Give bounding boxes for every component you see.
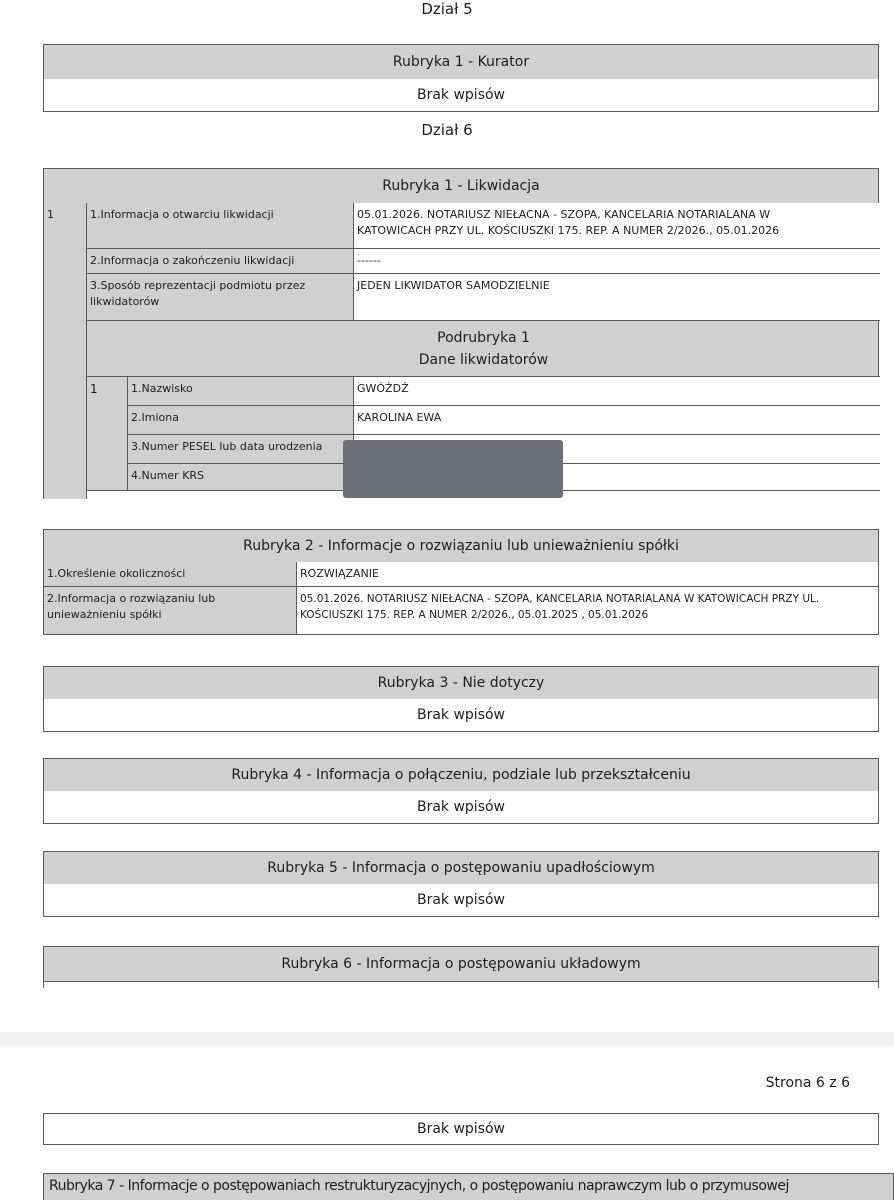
section-header: Rubryka 5 - Informacja o postępowaniu upadłościowym bbox=[44, 852, 878, 885]
divider bbox=[296, 562, 297, 634]
section-body: Brak wpisów bbox=[44, 699, 878, 731]
section-body: Brak wpisów bbox=[44, 791, 878, 823]
field-value: GWÓŹDŹ bbox=[354, 377, 879, 405]
rubryka-6-continued bbox=[43, 1113, 879, 1145]
value-line: 05.01.2026. NOTARIUSZ NIEŁACNA - SZOPA, KANCELARIA NOTARIALANA W bbox=[357, 208, 771, 221]
row-number: 1 bbox=[44, 203, 86, 499]
value-line: KATOWICACH PRZY UL. KOŚCIUSZKI 175. REP. A NUMER 2/2026., 05.01.2026 bbox=[357, 224, 780, 237]
field-value: ROZWIĄZANIE bbox=[297, 562, 878, 586]
section-header: Rubryka 2 - Informacje o rozwiązaniu lub unieważnieniu spółki bbox=[44, 530, 878, 563]
label-line: unieważnieniu spółki bbox=[47, 608, 162, 621]
label-line: 3.Sposób reprezentacji podmiotu przez bbox=[90, 279, 306, 292]
dzial-5-title: Dział 5 bbox=[421, 0, 473, 18]
redaction-block bbox=[343, 440, 563, 498]
section-header: Rubryka 6 - Informacja o postępowaniu układowym bbox=[44, 947, 878, 982]
label-line: likwidatorów bbox=[90, 295, 160, 308]
row-number: 1 bbox=[87, 377, 127, 490]
rubryka-5 bbox=[43, 851, 879, 917]
divider bbox=[353, 203, 354, 320]
field-value bbox=[354, 203, 879, 248]
field-label: 1.Określenie okoliczności bbox=[44, 562, 296, 586]
section-body: Brak wpisów bbox=[44, 884, 878, 916]
rubryka-likwidacja bbox=[43, 168, 879, 499]
value-line: 05.01.2026. NOTARIUSZ NIEŁACNA - SZOPA, KANCELARIA NOTARIALANA W KATOWICACH PRZY UL. bbox=[300, 593, 820, 605]
dzial-6-title: Dział 6 bbox=[421, 121, 473, 139]
field-label bbox=[44, 587, 296, 634]
page-number: Strona 6 z 6 bbox=[765, 1075, 850, 1091]
field-label: 1.Nazwisko bbox=[128, 377, 353, 405]
field-value: ------ bbox=[354, 249, 879, 273]
field-value bbox=[297, 587, 878, 634]
section-header: Rubryka 3 - Nie dotyczy bbox=[44, 667, 878, 700]
field-label: 2.Informacja o zakończeniu likwidacji bbox=[87, 249, 353, 273]
field-label: 4.Numer KRS bbox=[128, 464, 353, 490]
value-line: KOŚCIUSZKI 175. REP. A NUMER 2/2026., 05.01.2025 , 05.01.2026 bbox=[300, 609, 649, 621]
subsection-header bbox=[87, 321, 880, 376]
rubryka-6 bbox=[43, 946, 879, 988]
section-header: Rubryka 1 - Likwidacja bbox=[44, 169, 878, 204]
field-value: JEDEN LIKWIDATOR SAMODZIELNIE bbox=[354, 274, 879, 320]
field-value: KAROLINA EWA bbox=[354, 406, 879, 434]
rubryka-3 bbox=[43, 666, 879, 732]
field-label bbox=[87, 274, 353, 320]
field-label: 2.Imiona bbox=[128, 406, 353, 434]
rubryka-rozwiazanie bbox=[43, 529, 879, 635]
field-label: 3.Numer PESEL lub data urodzenia bbox=[128, 435, 353, 463]
section-body: Brak wpisów bbox=[44, 79, 878, 111]
section-header: Rubryka 1 - Kurator bbox=[44, 45, 878, 80]
rubryka-7 bbox=[43, 1173, 894, 1200]
page-break bbox=[0, 1032, 894, 1046]
subsection-subtitle: Dane likwidatorów bbox=[418, 352, 549, 368]
section-body: Brak wpisów bbox=[44, 1114, 878, 1144]
section-header: Rubryka 7 - Informacje o postępowaniach restrukturyzacyjnych, o postępowaniu naprawczym lub o przymusowej bbox=[49, 1178, 789, 1194]
rubryka-4 bbox=[43, 758, 879, 824]
label-line: 2.Informacja o rozwiązaniu lub bbox=[47, 592, 216, 605]
field-label: 1.Informacja o otwarciu likwidacji bbox=[87, 203, 353, 248]
section-header: Rubryka 4 - Informacja o połączeniu, podziale lub przekształceniu bbox=[44, 759, 878, 792]
rubryka-kurator bbox=[43, 44, 879, 112]
subsection-title: Podrubryka 1 bbox=[437, 330, 530, 346]
